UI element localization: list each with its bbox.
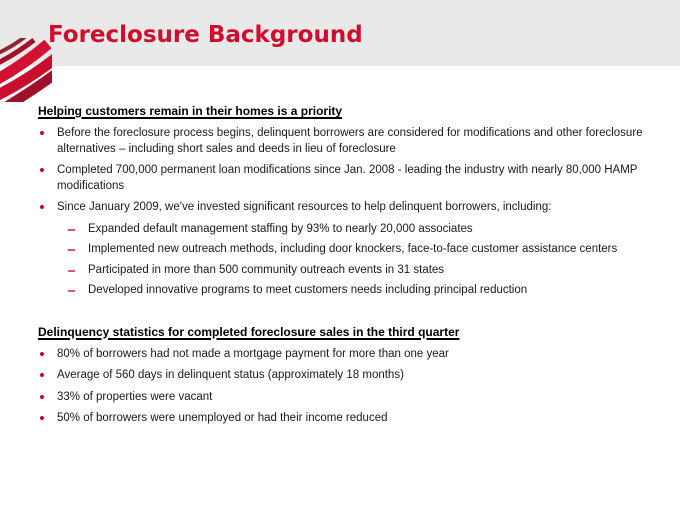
bullet-text: 33% of properties were vacant bbox=[57, 390, 213, 403]
dash-icon bbox=[68, 249, 75, 251]
bullet-item bbox=[38, 411, 660, 427]
bullet-item bbox=[38, 368, 660, 384]
bullet-list bbox=[38, 126, 660, 299]
page-title: Foreclosure Background bbox=[48, 22, 363, 48]
bullet-text: Since January 2009, we've invested significant resources to help delinquent borrowers, including: bbox=[57, 201, 552, 213]
bullet-dot-icon bbox=[40, 373, 44, 377]
bullet-dot-icon bbox=[40, 205, 44, 209]
section-helping-customers bbox=[38, 104, 660, 299]
header-band bbox=[0, 0, 680, 66]
bullet-item bbox=[38, 163, 660, 194]
dash-icon bbox=[68, 290, 75, 292]
bullet-text: Before the foreclosure process begins, delinquent borrowers are considered for modifications and other foreclosure alternatives – including short sales and deeds in lieu of foreclosure bbox=[57, 127, 643, 155]
bullet-dot-icon bbox=[40, 131, 44, 135]
sub-bullet-text: Implemented new outreach methods, including door knockers, face-to-face customer assistance centers bbox=[88, 243, 618, 255]
bullet-dot-icon bbox=[40, 416, 44, 420]
sub-bullet-text: Participated in more than 500 community outreach events in 31 states bbox=[88, 263, 445, 276]
section-heading: Delinquency statistics for completed foreclosure sales in the third quarter bbox=[38, 324, 460, 339]
sub-bullet-item bbox=[38, 283, 660, 299]
sub-bullet-item bbox=[38, 242, 660, 258]
bullet-item bbox=[38, 126, 660, 157]
bullet-list bbox=[38, 347, 660, 427]
sub-bullet-item bbox=[38, 263, 660, 279]
dash-icon bbox=[68, 229, 75, 231]
bullet-item bbox=[38, 347, 660, 363]
bank-flag-logo-icon bbox=[0, 38, 52, 102]
bullet-dot-icon bbox=[40, 352, 44, 356]
bullet-text: Average of 560 days in delinquent status (approximately 18 months) bbox=[57, 369, 404, 381]
bullet-dot-icon bbox=[40, 395, 44, 399]
bullet-item bbox=[38, 390, 660, 406]
bullet-dot-icon bbox=[40, 168, 44, 172]
slide-body bbox=[0, 66, 680, 433]
section-delinquency-statistics bbox=[38, 325, 660, 427]
bullet-text: 80% of borrowers had not made a mortgage payment for more than one year bbox=[57, 347, 449, 360]
sub-bullet-text: Expanded default management staffing by 93% to nearly 20,000 associates bbox=[88, 222, 473, 235]
sub-bullet-item bbox=[38, 222, 660, 238]
section-heading: Helping customers remain in their homes is a priority bbox=[38, 104, 343, 118]
sub-bullet-text: Developed innovative programs to meet customers needs including principal reduction bbox=[88, 284, 528, 296]
bullet-item bbox=[38, 200, 660, 216]
dash-icon bbox=[68, 270, 75, 272]
bullet-text: 50% of borrowers were unemployed or had their income reduced bbox=[57, 412, 388, 424]
bullet-text: Completed 700,000 permanent loan modifications since Jan. 2008 - leading the industry with nearly 80,000 HAMP modifications bbox=[57, 164, 638, 192]
